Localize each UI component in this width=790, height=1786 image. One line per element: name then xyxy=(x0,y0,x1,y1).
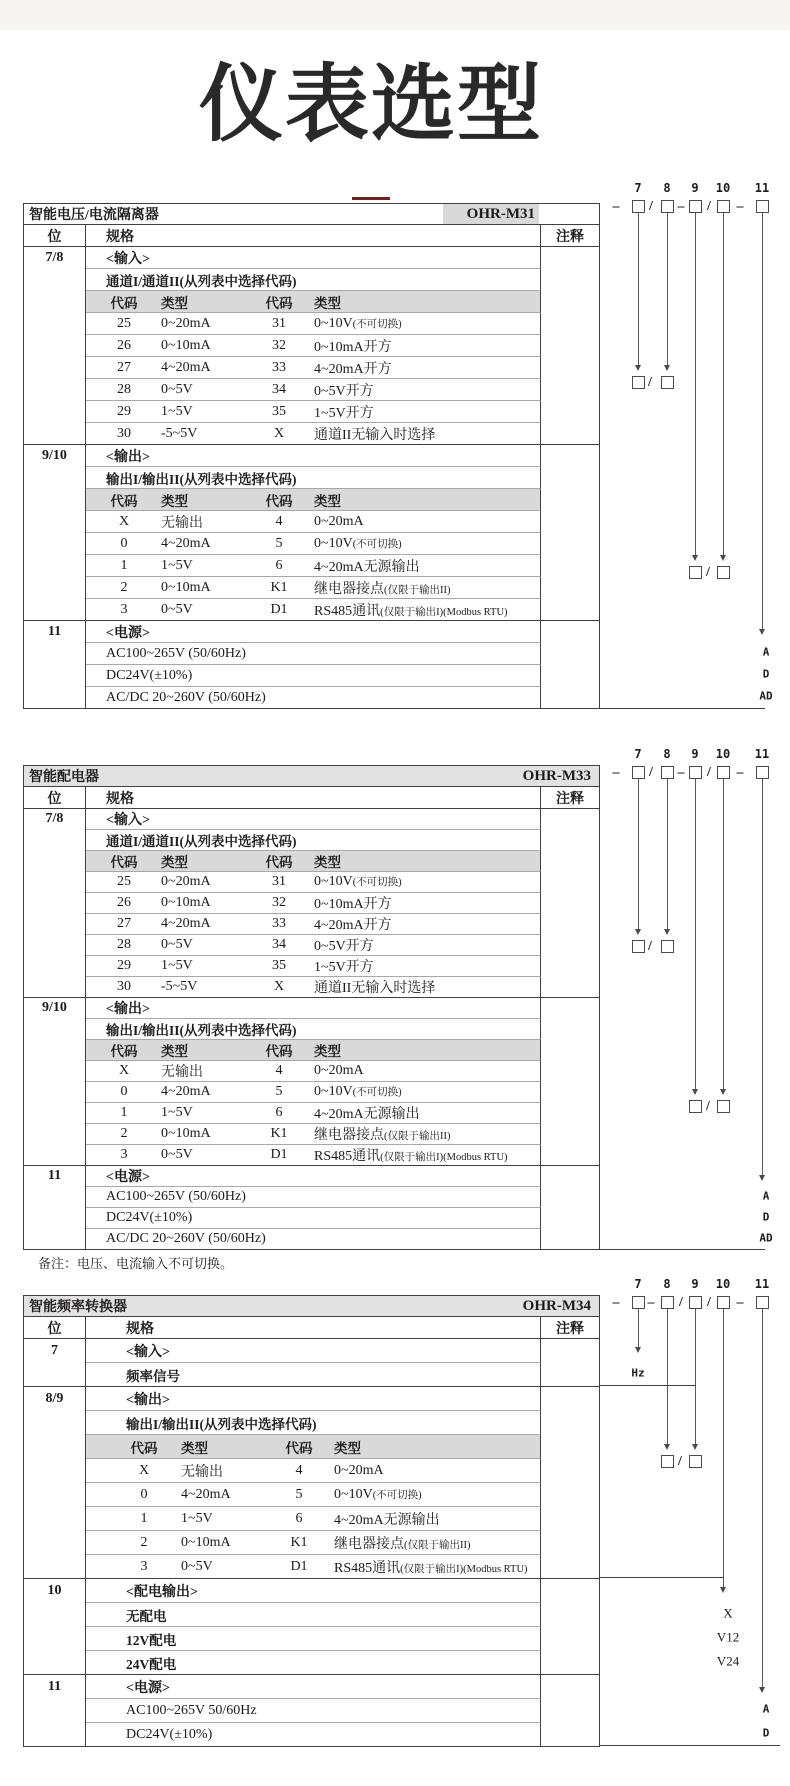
arrow-down-icon xyxy=(692,1444,698,1450)
pos-value: 7/8 xyxy=(24,247,86,268)
table-m31 xyxy=(23,203,600,709)
section-power-row: 11 <电源> xyxy=(24,1674,599,1698)
code-box xyxy=(632,376,645,389)
code-box xyxy=(661,1455,674,1468)
code-box xyxy=(689,766,702,779)
code-box xyxy=(689,1455,702,1468)
code-row: 3 0~5V D1 RS485通讯(仅限于输出I)(Modbus RTU) xyxy=(24,1144,599,1165)
code-row: 25 0~20mA 31 0~10V(不可切换) xyxy=(24,871,599,892)
output-note-row xyxy=(24,466,599,488)
section-power-row: 11 <电源> xyxy=(24,1165,599,1186)
arrow-down-icon xyxy=(664,929,670,935)
section-dist-row xyxy=(24,1578,599,1602)
pos-value: 7/8 xyxy=(24,809,86,829)
arrow-down-icon xyxy=(635,365,641,371)
power-code: AD xyxy=(759,689,773,703)
power-code: D xyxy=(762,667,770,681)
code-box xyxy=(661,1296,674,1309)
model-name: OHR-M34 xyxy=(522,1297,591,1314)
top-band xyxy=(0,0,790,30)
pos-value: 8/9 xyxy=(24,1387,86,1410)
section-output-row: 8/9 <输出> xyxy=(24,1386,599,1410)
code-box xyxy=(632,940,645,953)
freq-signal-row xyxy=(24,1362,599,1386)
digit-label: 11 xyxy=(754,181,770,195)
code-row: 29 1~5V 35 1~5V开方 xyxy=(24,955,599,976)
arrow-down-icon xyxy=(720,1089,726,1095)
power-code: AD xyxy=(759,1231,773,1245)
code-box xyxy=(717,200,730,213)
code-row: 2 0~10mA K1 继电器接点(仅限于输出II) xyxy=(24,1530,599,1554)
code-header-row: 代码 类型 代码 类型 xyxy=(24,488,599,510)
power-row: AC100~265V (50/60Hz) xyxy=(24,1186,599,1207)
code-row: 2 0~10mA K1 继电器接点(仅限于输出II) xyxy=(24,1123,599,1144)
model-cell xyxy=(523,766,591,786)
table-title: 智能电压/电流隔离器 xyxy=(29,208,159,223)
code-row: X 无输出 4 0~20mA xyxy=(24,1060,599,1081)
code-row: 3 0~5V D1 RS485通讯(仅限于输出I)(Modbus RTU) xyxy=(24,598,599,620)
code-header-row: 代码 类型 代码 类型 xyxy=(24,1434,599,1458)
section-power-row xyxy=(24,620,599,642)
pos-value: 9/10 xyxy=(24,445,86,466)
code-box xyxy=(689,566,702,579)
code-header-row: 代码 类型 代码 类型 xyxy=(24,1039,599,1060)
col-note: 注释 xyxy=(556,229,584,245)
output-note-row: 输出I/输出II(从列表中选择代码) xyxy=(24,1018,599,1039)
pos-value: 11 xyxy=(24,621,86,642)
table-m33 xyxy=(23,765,600,1250)
col-spec: 规格 xyxy=(86,225,541,246)
section-output-row: 9/10 <输出> xyxy=(24,997,599,1018)
section-input-row: 7 <输入> xyxy=(24,1338,599,1362)
code-row: 30 -5~5V X 通道II无输入时选择 xyxy=(24,976,599,997)
power-code: A xyxy=(762,1702,770,1716)
channel-note-row: 通道I/通道II(从列表中选择代码) xyxy=(24,829,599,850)
code-row: 26 0~10mA 32 0~10mA开方 xyxy=(24,334,599,356)
arrow-down-icon xyxy=(664,365,670,371)
arrow-down-icon xyxy=(664,1444,670,1450)
dist-row: 无配电 xyxy=(24,1602,599,1626)
digit-label: 7 xyxy=(634,181,642,195)
instrument-selection-page: 仪表选型 智能电压/电流隔离器 OHR-M31 位 规格 注释 7/8 <输入> 通道I/通道II(从列表中选择代码) 代码 类型 代码 类型 25 0~20mA 31 0~10V(不可切换) 26 0~10mA 32 0~10mA开方 27 4~20mA 33 4~20mA开方 28 0~5V 34 0~5V开方 29 1~5V 35 1~5V开方 30 -5~5V X 通道II无输入时选择 9/10 <输出> 输出I/输出II(从列表中选择代码) 代码 类型 代码 类型 X 无输出 4 0~20mA 0 4~20mA 5 0~10V(不可切换) 1 1~5V 6 4~20mA无源输出 2 0~10mA K1 继电器接点(仅限于输出II) 3 0~5V D1 RS485通讯(仅限于输出I)(Modbus RTU) 11 <电源> AC100~265V (50/60Hz) DC24V(±10%) AC/DC 20~260V (50/60Hz) 7 8 9 10 11 – / – / – / / A D AD 智能配电器 OHR-M33 位 规格 注释 7/8 <输入> 通道I/通道II(从列表中选择代码) 代码 类型 代码 类型 25 0~20mA 31 0~10V(不可切换) 26 0~10mA 32 0~10mA开方 27 4~20mA 33 4~20mA开方 28 0~5V 34 0~5V开方 29 1~5V 35 1~5V开方 30 -5~5V X 通道II无输入时选择 9/10 <输出> 输出I/输出II(从列表中选择代码) 代码 类型 代码 类型 X 无输出 4 0~20mA 0 4~20mA 5 0~10V(不可切换) 1 1~5V 6 4~20mA无源输出 2 0~10mA K1 继电器接点(仅限于输出II) 3 0~5V D1 RS485通讯(仅限于输出I)(Modbus RTU) 11 <电源> AC100~265V (50/60Hz) DC24V(±10%) AC/DC 20~260V (50/60Hz) 7 8 9 10 11 – / – / – / / A D AD 备注：电压、电流输入不可切换。 智能频率转换器 OHR-M34 位 规格 注释 7 <输入> 频率信号 8/9 <输出> 输出I/输出II(从列表中选择代码) 代码 类型 代码 类型 X 无输出 4 0~20mA 0 4~20mA 5 0~10V(不可切换) 1 1~5V 6 4~20mA无源输出 2 0~10mA K1 继电器接点(仅限于输出II) 3 0~5V D1 RS485通讯(仅限于输出I)(Modbus RTU) 10 <配电输出> 无配电 12V配电 24V配电 11 <电源> AC100~265V 50/60Hz DC24V(±10%) 7 8 9 10 11 – – / / – Hz / X V12 V24 A D xyxy=(0,0,790,1786)
page-title: 仪表选型 xyxy=(198,57,543,151)
power-code: A xyxy=(762,645,770,659)
code-header-row: 代码 类型 代码 类型 xyxy=(24,290,599,312)
title-divider xyxy=(352,197,390,200)
power-row: DC24V(±10%) xyxy=(24,1207,599,1228)
model-name: OHR-M31 xyxy=(466,205,535,222)
code-box xyxy=(661,766,674,779)
arrow-down-icon xyxy=(720,555,726,561)
code-row: 0 4~20mA 5 0~10V(不可切换) xyxy=(24,1482,599,1506)
digit-label: 9 xyxy=(691,181,699,195)
arrow-down-icon xyxy=(692,555,698,561)
table-header-row xyxy=(24,204,599,224)
dist-row: 24V配电 xyxy=(24,1650,599,1674)
code-box xyxy=(756,1296,769,1309)
dist-label: <配电输出> xyxy=(126,1584,198,1600)
code-row: 27 4~20mA 33 4~20mA开方 xyxy=(24,913,599,934)
code-row: 28 0~5V 34 0~5V开方 xyxy=(24,934,599,955)
code-row: 3 0~5V D1 RS485通讯(仅限于输出I)(Modbus RTU) xyxy=(24,1554,599,1578)
code-box xyxy=(661,200,674,213)
column-header-row: 位 规格 注释 xyxy=(24,1316,599,1338)
model-cell xyxy=(443,204,539,224)
input-label: <输入> xyxy=(106,251,150,267)
dist-code: V24 xyxy=(716,1653,740,1669)
power-row: AC/DC 20~260V (50/60Hz) xyxy=(24,1228,599,1249)
remark-note: 备注：电压、电流输入不可切换。 xyxy=(38,1256,234,1271)
pos-value: 11 xyxy=(24,1166,86,1186)
code-box xyxy=(717,566,730,579)
code-box xyxy=(632,200,645,213)
code-row: 25 0~20mA 31 0~10V(不可切换) xyxy=(24,312,599,334)
code-row: 1 1~5V 6 4~20mA无源输出 xyxy=(24,1506,599,1530)
section-output-row xyxy=(24,444,599,466)
digit-label: 8 xyxy=(663,181,671,195)
code-box xyxy=(632,766,645,779)
code-box xyxy=(689,200,702,213)
arrow-down-icon xyxy=(692,1089,698,1095)
pos-value: 9/10 xyxy=(24,998,86,1018)
digit-label: 10 xyxy=(715,181,731,195)
code-box xyxy=(717,1100,730,1113)
power-row: DC24V(±10%) xyxy=(24,1722,599,1746)
dist-row: 12V配电 xyxy=(24,1626,599,1650)
model-cell xyxy=(523,1296,591,1316)
column-header-row: 位 规格 注释 xyxy=(24,786,599,808)
model-name: OHR-M33 xyxy=(522,767,591,784)
arrow-down-icon xyxy=(635,1347,641,1353)
code-row: 26 0~10mA 32 0~10mA开方 xyxy=(24,892,599,913)
code-box xyxy=(661,376,674,389)
arrow-down-icon xyxy=(635,929,641,935)
pos-value: 7 xyxy=(24,1339,86,1362)
dist-code: X xyxy=(723,1605,733,1621)
table-m34 xyxy=(23,1295,600,1747)
section-input-row xyxy=(24,246,599,268)
code-row: X 无输出 4 0~20mA xyxy=(24,1458,599,1482)
col-pos: 位 xyxy=(24,225,86,246)
table-header-row xyxy=(24,1296,599,1316)
code-box xyxy=(717,766,730,779)
code-box xyxy=(717,1296,730,1309)
dist-code: V12 xyxy=(716,1629,740,1645)
code-row: 1 1~5V 6 4~20mA无源输出 xyxy=(24,1102,599,1123)
arrow-down-icon xyxy=(759,1175,765,1181)
code-row: 27 4~20mA 33 4~20mA开方 xyxy=(24,356,599,378)
power-row: AC100~265V (50/60Hz) xyxy=(24,642,599,664)
output-note-row: 输出I/输出II(从列表中选择代码) xyxy=(24,1410,599,1434)
column-header-row xyxy=(24,224,599,246)
code-header-row: 代码 类型 代码 类型 xyxy=(24,850,599,871)
code-box xyxy=(689,1100,702,1113)
power-code: A xyxy=(762,1189,770,1203)
code-box xyxy=(756,200,769,213)
table-title: 智能频率转换器 xyxy=(29,1300,127,1315)
input-code: Hz xyxy=(631,1366,645,1380)
freq-signal: 频率信号 xyxy=(126,1368,180,1384)
power-row: AC100~265V 50/60Hz xyxy=(24,1698,599,1722)
power-code: D xyxy=(762,1726,770,1740)
code-box xyxy=(756,766,769,779)
code-box xyxy=(661,940,674,953)
code-row: X 无输出 4 0~20mA xyxy=(24,510,599,532)
code-row: 29 1~5V 35 1~5V开方 xyxy=(24,400,599,422)
code-row: 0 4~20mA 5 0~10V(不可切换) xyxy=(24,532,599,554)
power-row: AC/DC 20~260V (50/60Hz) xyxy=(24,686,599,708)
table-title: 智能配电器 xyxy=(29,770,99,785)
code-box xyxy=(632,1296,645,1309)
arrow-down-icon xyxy=(759,1687,765,1693)
code-row: 0 4~20mA 5 0~10V(不可切换) xyxy=(24,1081,599,1102)
code-row: 1 1~5V 6 4~20mA无源输出 xyxy=(24,554,599,576)
pos-value: 10 xyxy=(24,1579,86,1602)
code-row: 28 0~5V 34 0~5V开方 xyxy=(24,378,599,400)
pos-value: 11 xyxy=(24,1675,86,1698)
code-row: 2 0~10mA K1 继电器接点(仅限于输出II) xyxy=(24,576,599,598)
code-box xyxy=(689,1296,702,1309)
power-code: D xyxy=(762,1210,770,1224)
power-label: <电源> xyxy=(106,625,150,641)
section-input-row: 7/8 <输入> xyxy=(24,808,599,829)
channel-note-row xyxy=(24,268,599,290)
arrow-down-icon xyxy=(759,629,765,635)
channel-note: 通道I/通道II(从列表中选择代码) xyxy=(106,273,297,289)
code-row: 30 -5~5V X 通道II无输入时选择 xyxy=(24,422,599,444)
power-row: DC24V(±10%) xyxy=(24,664,599,686)
output-note: 输出I/输出II(从列表中选择代码) xyxy=(106,471,297,487)
arrow-down-icon xyxy=(720,1587,726,1593)
output-label: <输出> xyxy=(106,449,150,465)
table-header-row xyxy=(24,766,599,786)
